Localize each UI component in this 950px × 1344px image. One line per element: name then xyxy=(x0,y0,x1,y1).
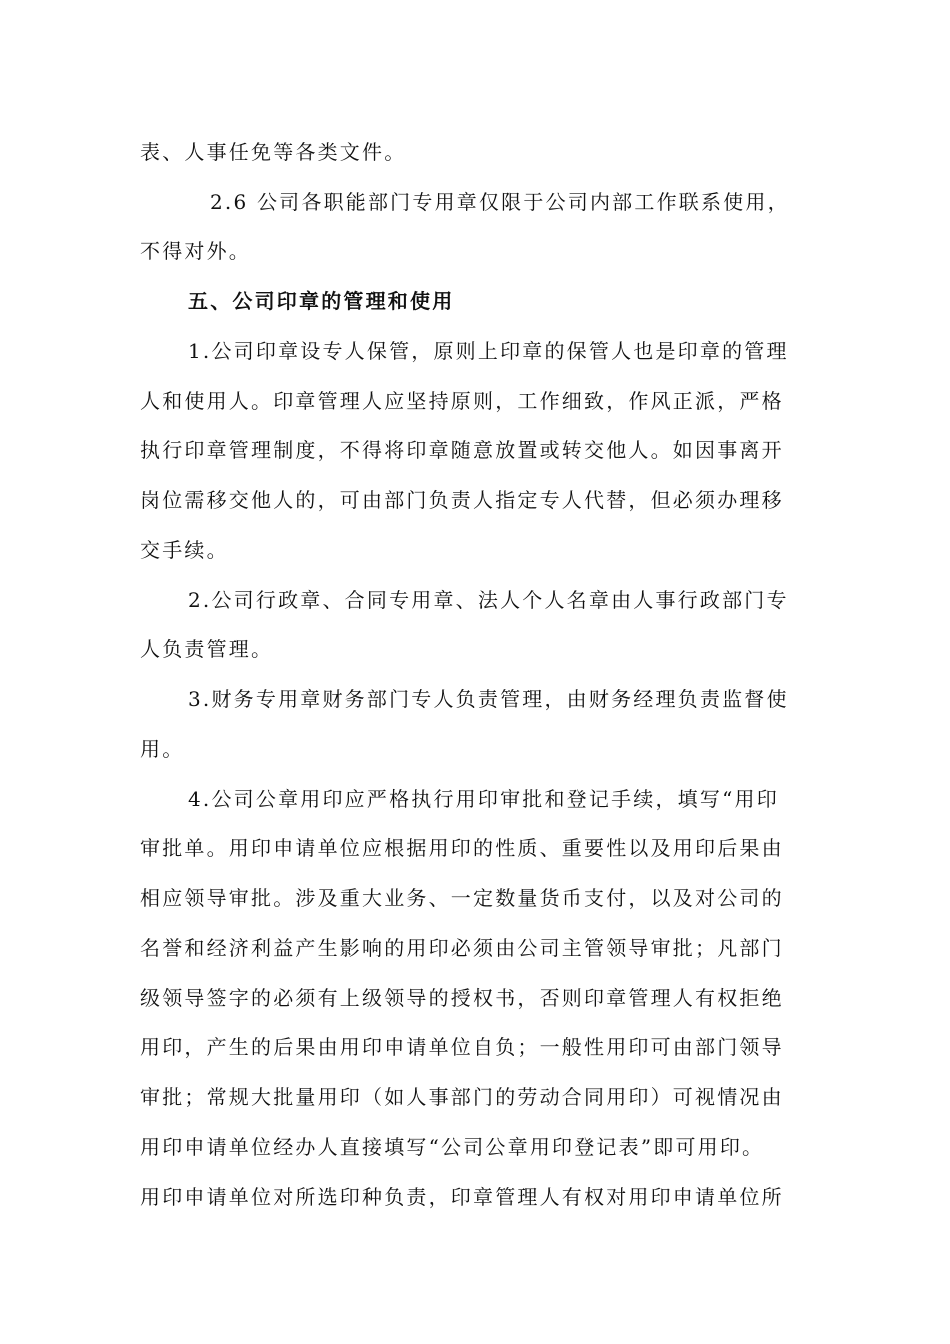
paragraph-line: 审批单。用印申请单位应根据用印的性质、重要性以及用印后果由 xyxy=(140,836,784,860)
paragraph-line: 人负责管理。 xyxy=(140,637,274,661)
paragraph-line: 人和使用人。印章管理人应坚持原则，工作细致，作风正派，严格 xyxy=(140,389,784,413)
paragraph-line: 审批；常规大批量用印（如人事部门的劳动合同用印）可视情况由 xyxy=(140,1085,784,1109)
paragraph-line: 3.财务专用章财务部门专人负责管理，由财务经理负责监督使 xyxy=(188,687,789,711)
paragraph-line: 执行印章管理制度，不得将印章随意放置或转交他人。如因事离开 xyxy=(140,438,784,462)
paragraph-line: 不得对外。 xyxy=(140,239,251,263)
paragraph-line: 4.公司公章用印应严格执行用印审批和登记手续，填写“用印 xyxy=(188,787,779,811)
paragraph-line: 名誉和经济利益产生影响的用印必须由公司主管领导审批；凡部门 xyxy=(140,936,784,960)
paragraph-line: 用印申请单位对所选印种负责，印章管理人有权对用印申请单位所 xyxy=(140,1185,784,1209)
paragraph-line: 用印申请单位经办人直接填写“公司公章用印登记表”即可用印。 xyxy=(140,1135,765,1159)
paragraph-line: 用。 xyxy=(140,737,185,761)
paragraph-line: 1.公司印章设专人保管，原则上印章的保管人也是印章的管理 xyxy=(188,339,789,363)
paragraph-line: 2.6 公司各职能部门专用章仅限于公司内部工作联系使用， xyxy=(210,190,790,214)
paragraph-line: 2.公司行政章、合同专用章、法人个人名章由人事行政部门专 xyxy=(188,588,789,612)
paragraph-line: 岗位需移交他人的，可由部门负责人指定专人代替，但必须办理移 xyxy=(140,488,784,512)
paragraph-line: 表、人事任免等各类文件。 xyxy=(140,140,407,164)
paragraph-line: 交手续。 xyxy=(140,538,229,562)
section-heading: 五、公司印章的管理和使用 xyxy=(188,289,455,313)
paragraph-line: 用印，产生的后果由用印申请单位自负；一般性用印可由部门领导 xyxy=(140,1035,784,1059)
paragraph-line: 相应领导审批。涉及重大业务、一定数量货币支付，以及对公司的 xyxy=(140,886,784,910)
paragraph-line: 级领导签字的必须有上级领导的授权书，否则印章管理人有权拒绝 xyxy=(140,986,784,1010)
